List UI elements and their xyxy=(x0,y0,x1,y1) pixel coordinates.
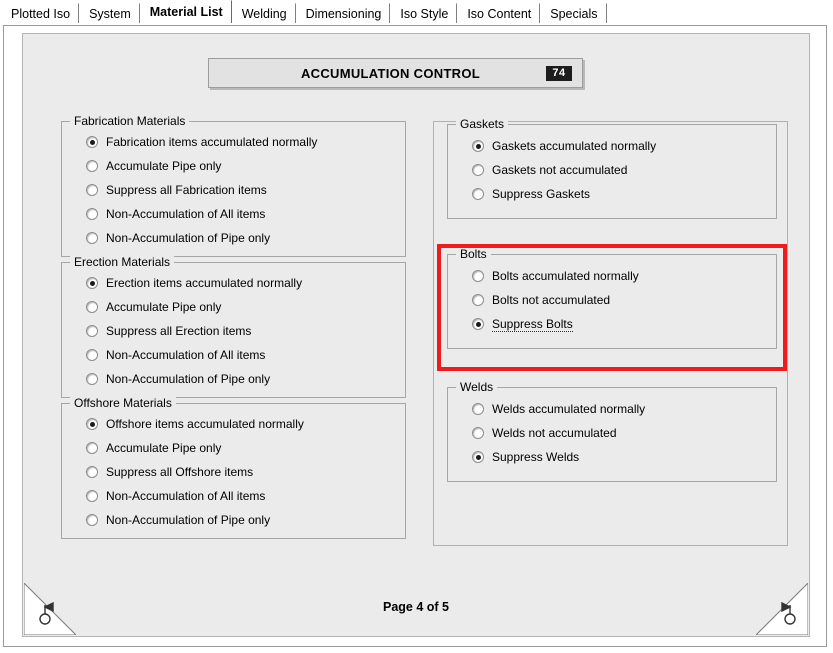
radio-offshore-normal[interactable] xyxy=(62,412,405,436)
radio-icon xyxy=(86,277,98,289)
radio-icon xyxy=(472,427,484,439)
tab-specials[interactable]: Specials xyxy=(541,3,606,24)
radio-offshore-non-accum-all[interactable] xyxy=(62,484,405,508)
radio-bolts-not-accumulated[interactable] xyxy=(448,288,776,312)
radio-icon xyxy=(86,466,98,478)
radio-gaskets-not-accumulated[interactable] xyxy=(448,158,776,182)
radio-icon xyxy=(86,349,98,361)
radio-erection-non-accum-all[interactable] xyxy=(62,343,405,367)
group-fabrication-legend: Fabrication Materials xyxy=(70,114,189,128)
tab-iso-content[interactable]: Iso Content xyxy=(458,3,540,24)
radio-fabrication-non-accum-all[interactable] xyxy=(62,202,405,226)
radio-fabrication-normal[interactable] xyxy=(62,130,405,154)
radio-icon xyxy=(472,294,484,306)
radio-icon xyxy=(86,490,98,502)
radio-bolts-suppress[interactable] xyxy=(448,312,776,336)
radio-label: Welds not accumulated xyxy=(492,426,617,440)
radio-welds-suppress[interactable] xyxy=(448,445,776,469)
group-gaskets-legend: Gaskets xyxy=(456,117,508,131)
group-gaskets xyxy=(447,117,777,219)
radio-label: Non-Accumulation of Pipe only xyxy=(106,231,271,245)
group-erection-materials xyxy=(61,255,406,398)
radio-label: Bolts not accumulated xyxy=(492,293,611,307)
radio-welds-normal[interactable] xyxy=(448,397,776,421)
radio-icon xyxy=(472,451,484,463)
radio-erection-non-accum-pipe[interactable] xyxy=(62,367,405,391)
radio-offshore-suppress-all[interactable] xyxy=(62,460,405,484)
radio-label: Suppress Bolts xyxy=(492,316,573,331)
radio-label: Non-Accumulation of Pipe only xyxy=(106,513,271,527)
radio-erection-normal[interactable] xyxy=(62,271,405,295)
tab-material-list[interactable]: Material List xyxy=(141,0,232,24)
dialog-panel xyxy=(22,33,810,637)
radio-fabrication-pipe-only[interactable] xyxy=(62,154,405,178)
group-erection-legend: Erection Materials xyxy=(70,255,174,269)
radio-label: Suppress all Erection items xyxy=(106,324,252,338)
tab-plotted-iso[interactable]: Plotted Iso xyxy=(2,3,79,24)
radio-icon xyxy=(472,403,484,415)
radio-label: Non-Accumulation of All items xyxy=(106,207,266,221)
radio-fabrication-non-accum-pipe[interactable] xyxy=(62,226,405,250)
radio-icon xyxy=(472,140,484,152)
radio-icon xyxy=(86,232,98,244)
radio-label: Accumulate Pipe only xyxy=(106,159,222,173)
group-bolts-legend: Bolts xyxy=(456,247,491,261)
radio-offshore-non-accum-pipe[interactable] xyxy=(62,508,405,532)
radio-label: Accumulate Pipe only xyxy=(106,441,222,455)
radio-icon xyxy=(86,418,98,430)
radio-label: Offshore items accumulated normally xyxy=(106,417,304,431)
page-indicator: Page 4 of 5 xyxy=(383,600,449,614)
radio-label: Gaskets not accumulated xyxy=(492,163,628,177)
tab-system[interactable]: System xyxy=(80,3,140,24)
radio-icon xyxy=(86,514,98,526)
group-fabrication-materials xyxy=(61,114,406,257)
radio-label: Suppress Welds xyxy=(492,450,580,464)
group-welds-legend: Welds xyxy=(456,380,497,394)
tab-iso-style[interactable]: Iso Style xyxy=(391,3,457,24)
group-bolts xyxy=(447,247,777,349)
tab-strip xyxy=(0,0,833,24)
radio-label: Non-Accumulation of All items xyxy=(106,489,266,503)
radio-icon xyxy=(86,136,98,148)
group-offshore-materials xyxy=(61,396,406,539)
radio-icon xyxy=(86,442,98,454)
radio-label: Bolts accumulated normally xyxy=(492,269,639,283)
radio-icon xyxy=(86,325,98,337)
panel-title-bar xyxy=(208,58,583,88)
radio-gaskets-suppress[interactable] xyxy=(448,182,776,206)
radio-welds-not-accumulated[interactable] xyxy=(448,421,776,445)
group-offshore-legend: Offshore Materials xyxy=(70,396,176,410)
radio-label: Welds accumulated normally xyxy=(492,402,646,416)
radio-icon xyxy=(86,208,98,220)
radio-icon xyxy=(86,160,98,172)
radio-icon xyxy=(86,301,98,313)
tab-strip-underline xyxy=(0,23,833,24)
radio-label: Fabrication items accumulated normally xyxy=(106,135,318,149)
status-badge: 74 xyxy=(546,66,572,81)
group-welds xyxy=(447,380,777,482)
radio-label: Suppress all Fabrication items xyxy=(106,183,267,197)
radio-icon xyxy=(472,164,484,176)
dialog-frame xyxy=(3,25,827,647)
radio-gaskets-normal[interactable] xyxy=(448,134,776,158)
radio-label: Gaskets accumulated normally xyxy=(492,139,657,153)
radio-icon xyxy=(86,373,98,385)
radio-label: Non-Accumulation of All items xyxy=(106,348,266,362)
radio-label: Accumulate Pipe only xyxy=(106,300,222,314)
radio-icon xyxy=(86,184,98,196)
radio-offshore-pipe-only[interactable] xyxy=(62,436,405,460)
radio-fabrication-suppress-all[interactable] xyxy=(62,178,405,202)
tab-welding[interactable]: Welding xyxy=(233,3,296,24)
radio-icon xyxy=(472,270,484,282)
radio-icon xyxy=(472,318,484,330)
radio-label: Suppress all Offshore items xyxy=(106,465,254,479)
page-title: ACCUMULATION CONTROL xyxy=(300,65,481,81)
radio-label: Erection items accumulated normally xyxy=(106,276,303,290)
radio-bolts-normal[interactable] xyxy=(448,264,776,288)
radio-label: Non-Accumulation of Pipe only xyxy=(106,372,271,386)
radio-icon xyxy=(472,188,484,200)
radio-erection-pipe-only[interactable] xyxy=(62,295,405,319)
tab-dimensioning[interactable]: Dimensioning xyxy=(297,3,391,24)
radio-label: Suppress Gaskets xyxy=(492,187,591,201)
radio-erection-suppress-all[interactable] xyxy=(62,319,405,343)
